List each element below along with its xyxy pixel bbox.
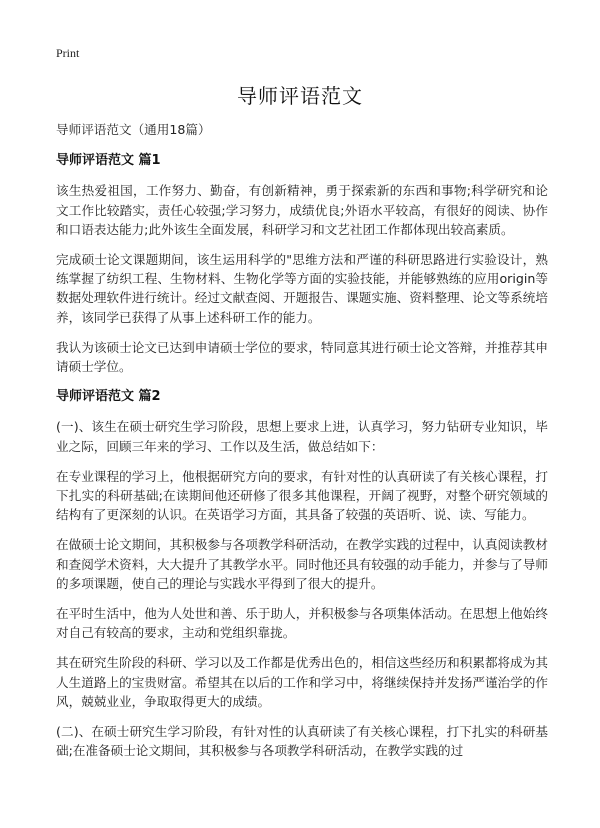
paragraph: 该生热爱祖国，工作努力、勤奋，有创新精神，勇于探索新的东西和事物;科学研究和论文工作比较踏实，责任心较强;学习努力，成绩优良;外语水平较高，有很好的阅读、协作和口语表达能力;此外该生全面发展，科研学习和文艺社团工作都体现出较高素质。 (56, 183, 548, 237)
section-heading: 导师评语范文 篇2 (56, 389, 161, 405)
document-subtitle: 导师评语范文（通用18篇） (56, 122, 211, 137)
section-2 (56, 387, 548, 760)
section-heading: 导师评语范文 篇1 (56, 153, 161, 169)
paragraph: 我认为该硕士论文已达到申请硕士学位的要求，特同意其进行硕士论文答辩，并推荐其申请硕士学位。 (56, 339, 548, 375)
section-1 (56, 151, 548, 376)
paragraph: 在专业课程的学习上，他根据研究方向的要求，有针对性的认真研读了有关核心课程，打下扎实的科研基础;在读期间他还研修了很多其他课程，开阔了视野，对整个研究领域的结构有了更深刻的认识。在英语学习方面，其具备了较强的英语听、说、读、写能力。 (56, 468, 548, 523)
paragraph: 其在研究生阶段的科研、学习以及工作都是优秀出色的，相信这些经历和积累都将成为其人生道路上的宝贵财富。希望其在以后的工作和学习中，将继续保持并发扬严谨治学的作风，兢兢业业，争取取得更大的成绩。 (56, 655, 548, 709)
print-label: Print (56, 46, 80, 60)
paragraph: (一)、该生在硕士研究生学习阶段，思想上要求上进，认真学习，努力钻研专业知识，毕业之际，回顾三年来的学习、工作以及生活，做总结如下： (56, 419, 548, 454)
paragraph: 在平时生活中，他为人处世和善、乐于助人，并积极参与各项集体活动。在思想上他始终对自己有较高的要求，主动和党组织靠拢。 (56, 606, 548, 641)
paragraph: 完成硕士论文课题期间，该生运用科学的"思维方法和严谨的科研思路进行实验设计，熟练掌握了纺织工程、生物材料、生物化学等方面的实验技能，并能够熟练的应用origin等数据处理软件进行统计。经过文献查阅、开题报告、课题实施、资料整理、论文等系统培养，该同学已获得了从事上述科研工作的能力。 (56, 252, 548, 325)
paragraph: 在做硕士论文期间，其积极参与各项教学科研活动，在教学实践的过程中，认真阅读教材和查阅学术资料，大大提升了其教学水平。同时他还具有较强的动手能力，并参与了导师的多项课题，使自己的理论与实践水平得到了很大的提升。 (56, 537, 548, 591)
paragraph: (二)、在硕士研究生学习阶段，有针对性的认真研读了有关核心课程，打下扎实的科研基础;在准备硕士论文期间，其积极参与各项教学科研活动，在教学实践的过 (56, 724, 548, 759)
document-title: 导师评语范文 (237, 84, 363, 108)
document-body (56, 120, 548, 771)
